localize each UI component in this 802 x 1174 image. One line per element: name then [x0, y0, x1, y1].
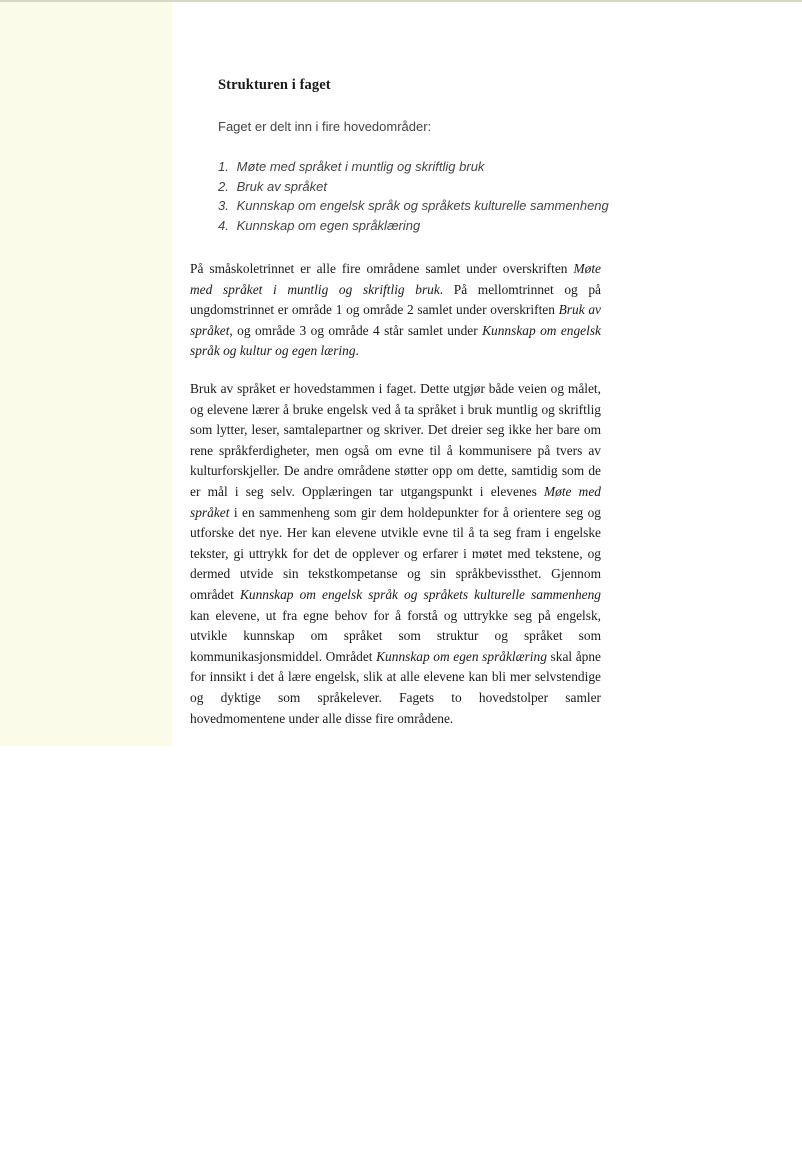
text-run: På småskoletrinnet er alle fire områdene samlet under overskriften — [190, 261, 574, 276]
paragraph-structure — [190, 259, 601, 362]
list-item — [218, 177, 609, 197]
emphasis-run: Kunnskap om engelsk språk og språkets kulturelle sammenheng — [239, 586, 601, 602]
list-number: 4. — [218, 217, 229, 233]
section-heading: Strukturen i faget — [218, 77, 331, 93]
list-number: 2. — [218, 178, 229, 194]
text-run: skal åpne for innsikt i det å lære engelsk, slik at alle elevene kan bli mer selvstendige og dyktige som språkelever. Fagets to hovedstolper samler hovedmomentene under alle disse fire områdene. — [190, 648, 602, 726]
list-text: Kunnskap om engelsk språk og språkets kulturelle sammenheng — [236, 198, 609, 213]
list-text: Møte med språket i muntlig og skriftlig bruk — [236, 159, 485, 174]
emphasis-run: Møte med språket — [190, 483, 601, 520]
text-run: kan elevene, ut fra egne behov for å forstå og uttrykke seg på engelsk, utvikle kunnskap om språket som struktur og språket som kommunikasjonsmiddel. Området — [190, 607, 601, 664]
list-text: Kunnskap om egen språklæring — [236, 217, 421, 233]
paragraph-main-trunk — [190, 379, 601, 729]
list-text: Bruk av språket — [236, 178, 327, 194]
list-item — [218, 216, 609, 236]
emphasis-run: Møte med språket i muntlig og skriftlig bruk — [190, 261, 601, 297]
text-run: . — [355, 343, 359, 359]
text-run: i en sammenheng som gir dem holdepunkter for å orientere seg og utforske det nye. Her kan elevene utvikle evne til å ta seg fram i engelske tekster, gi uttrykk for det de opplever og erfarer i møtet med tekstene, og dermed utvide sin tekstkompetanse og sin språkbevissthet. Gjennom området — [190, 504, 601, 602]
emphasis-run: Bruk av språket — [190, 302, 601, 338]
text-run: Bruk av språket er hovedstammen i faget. Dette utgjør både veien og målet, og elevene lærer å bruke engelsk ved å ta språket i bruk muntlig og skriftlig som lytter, leser, samtalepartner og skriver. Det dreier seg ikke her bare om rene språkferdigheter, men også om evne til å kommunisere på tvers av kulturforskjeller. De andre områdene støtter opp om dette, samtidig som de er mål i seg selv. Opplæringen tar utgangspunkt i elevenes — [190, 381, 601, 499]
list-number: 1. — [218, 159, 229, 174]
intro-text: Faget er delt inn i fire hovedområder: — [218, 119, 432, 134]
emphasis-run: Kunnskap om engelsk språk og kultur og egen læring — [190, 322, 602, 359]
text-run: , og område 3 og område 4 står samlet under — [229, 322, 483, 338]
top-edge — [0, 0, 802, 2]
emphasis-run: Kunnskap om egen språklæring — [376, 648, 547, 664]
text-run: . På mellomtrinnet og på ungdomstrinnet er område 1 og område 2 samlet under overskriften — [190, 281, 601, 318]
list-item — [218, 157, 609, 177]
margin-band — [0, 0, 172, 746]
list-item — [218, 196, 609, 216]
list-number: 3. — [218, 198, 229, 213]
main-areas-list — [218, 157, 609, 235]
